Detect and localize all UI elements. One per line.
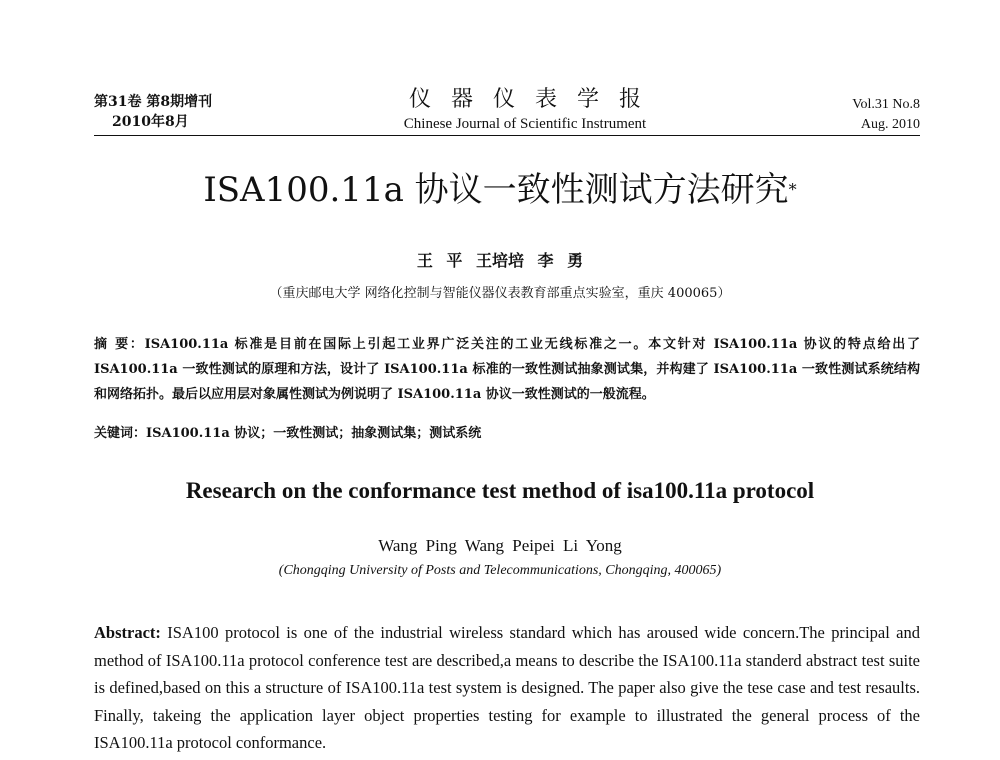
keywords-cn-label: 关键词： [94, 426, 147, 441]
paper-title-en: Research on the conformance test method of isa100.11a protocol [185, 478, 815, 503]
header-right [852, 95, 920, 135]
abstract-en-label: Abstract: [94, 623, 161, 642]
abstract-cn [94, 332, 920, 407]
volume-en: Vol.31 No.8 [852, 97, 920, 112]
date-en: Aug. 2010 [860, 117, 920, 132]
date-cn: 2010年8月 [112, 114, 189, 130]
abstract-en [94, 619, 920, 757]
paper-title-cn [0, 168, 1000, 212]
authors-cn: 王 平 王培培 李 勇 [416, 251, 584, 270]
affiliation-en: (Chongqing University of Posts and Telecommunications, Chongqing, 400065) [278, 563, 722, 578]
header-divider [94, 135, 920, 136]
paper-title-cn-text: ISA100.11a 协议一致性测试方法研究 [203, 170, 789, 210]
journal-title-cn: 仪器仪表学报 [408, 87, 661, 112]
keywords-cn-text: ISA100.11a 协议；一致性测试；抽象测试集；测试系统 [146, 426, 482, 441]
authors-en: Wang Ping Wang Peipei Li Yong [378, 536, 622, 555]
affiliation-cn: （重庆邮电大学 网络化控制与智能仪器仪表教育部重点实验室，重庆 400065） [269, 286, 731, 301]
abstract-en-text: ISA100 protocol is one of the industrial wireless standard which has aroused wide concern.The principal and method of ISA100.11a protocol conference test are described,a means to describe the ISA100.11a standerd abstract test suite is defined,based on this a structure of ISA100.11a test system is designed. The paper also give the tese case and test resaults. Finally, takeing the application layer object properties testing for example to illustrated the general process of the ISA100.11a protocol conformance. [94, 623, 921, 752]
volume-issue-cn: 第31卷 第8期增刊 [94, 94, 213, 110]
journal-title-en: Chinese Journal of Scientific Instrument [403, 116, 647, 132]
abstract-cn-label: 摘 要： [94, 337, 145, 352]
header-left [94, 92, 212, 132]
keywords-cn [94, 422, 920, 441]
abstract-cn-text: ISA100.11a 标准是目前在国际上引起工业界广泛关注的工业无线标准之一。本文针对 ISA100.11a 协议的特点给出了 ISA100.11a 一致性测试的原理和方法，设计了 ISA100.11a 标准的一致性测试抽象测试集，并构建了 ISA100.11a 一致性测试系统结构和网络拓扑。最后以应用层对象属性测试为例说明了 ISA100.11a 协议一致性测试的一般流程。 [94, 337, 920, 402]
footnote-mark: * [788, 180, 797, 199]
journal-header [330, 86, 720, 134]
